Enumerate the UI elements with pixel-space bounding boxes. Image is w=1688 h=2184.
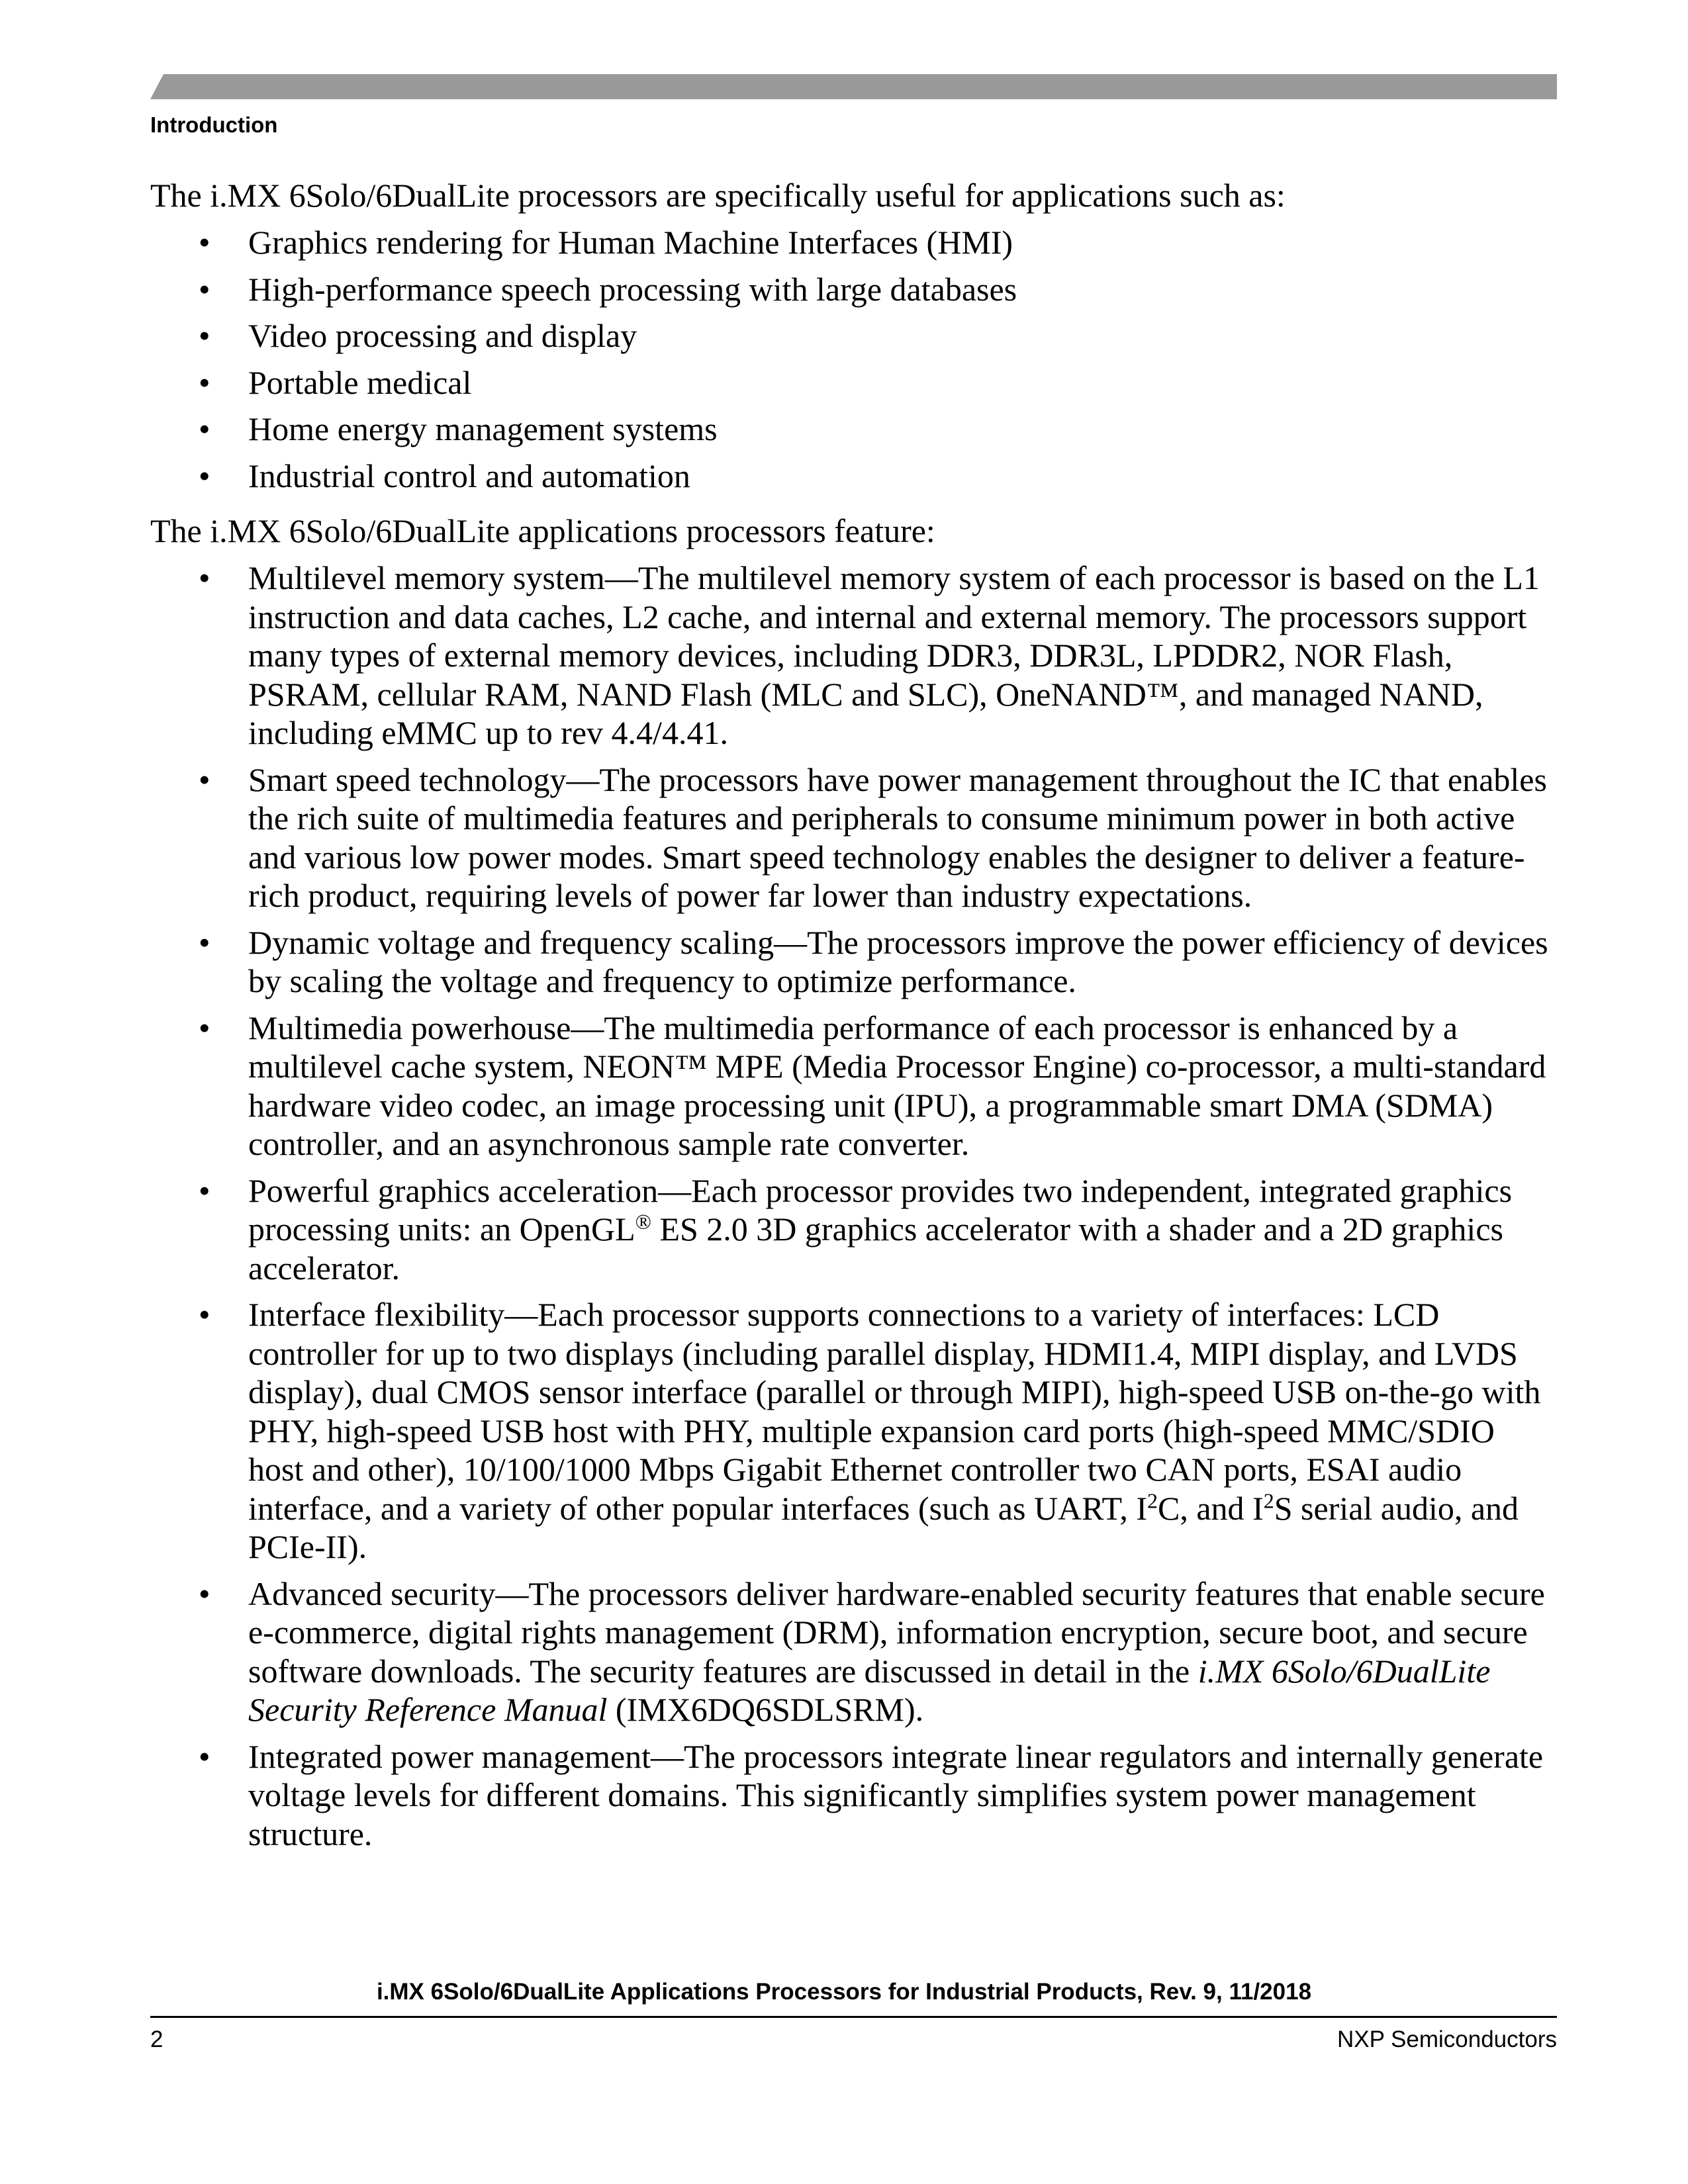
feature-text: Smart speed technology—The processors have power management throughout the IC that enables the rich suite of multimedia features and peripherals to consume minimum power in both active and various low power modes. Smart speed technology enables the designer to deliver a feature-rich product, requiring levels of power far lower than industry expectations. <box>248 760 1547 914</box>
text-run: S serial audio, and PCIe-II). <box>248 1489 1519 1565</box>
list-item <box>150 363 1557 402</box>
feature-text: Dynamic voltage and frequency scaling—The processors improve the power efficiency of devices by scaling the voltage and frequency to optimize performance. <box>248 923 1548 999</box>
bullet-icon: • <box>199 1574 211 1612</box>
footer-company: NXP Semiconductors <box>1336 2026 1557 2052</box>
bullet-icon: • <box>199 317 211 354</box>
bullet-icon: • <box>199 923 211 961</box>
feature-text: Multimedia powerhouse—The multimedia performance of each processor is enhanced by a multilevel cache system, NEON™ MPE (Media Processor Engine) co-processor, a multi-standard hardware video codec, an image processing unit (IPU), a programmable smart DMA (SDMA) controller, and an asynchronous sample rate converter. <box>248 1009 1546 1162</box>
header-bar <box>150 74 1557 99</box>
section-title: Introduction <box>150 113 278 137</box>
list-item <box>150 270 1557 309</box>
bullet-icon: • <box>199 270 211 308</box>
feature-security <box>150 1574 1557 1729</box>
manual-title: i.MX 6Solo/6DualLite Security Reference Manual <box>248 1652 1491 1728</box>
bullet-icon: • <box>199 457 211 494</box>
text-run: Interface flexibility—Each processor supports connections to a variety of interfaces: LCD controller for up to two displays (including parallel display, HDMI1.4, MIPI display, and LVDS display), dual CMOS sensor interface (parallel or through MIPI), high-speed USB on-the-go with PHY, high-speed USB host with PHY, multiple expansion card ports (high-speed MMC/SDIO host and other), 10/100/1000 Mbps Gigabit Ethernet controller two CAN ports, ESAI audio interface, and a variety of other popular interfaces (such as UART, I <box>248 1296 1541 1527</box>
list-item-text: Video processing and display <box>248 317 637 354</box>
feature-text <box>248 1171 1557 1288</box>
feature-dvfs <box>150 923 1557 1001</box>
feature-interface <box>150 1295 1557 1567</box>
list-item <box>150 223 1557 262</box>
footer-document-title: i.MX 6Solo/6DualLite Applications Processors for Industrial Products, Rev. 9, 11/2018 <box>376 1979 1312 2005</box>
feature-smart-speed <box>150 760 1557 915</box>
list-item <box>150 410 1557 449</box>
footer-divider <box>150 2016 1557 2018</box>
text-run: Powerful graphics acceleration—Each processor provides two independent, integrated graphics processing units: an OpenGL <box>248 1171 1513 1248</box>
text-run: Advanced security—The processors deliver hardware-enabled security features that enable secure e-commerce, digital rights management (DRM), information encryption, secure boot, and secure software downloads. The security features are discussed in detail in the <box>248 1574 1545 1690</box>
bullet-icon: • <box>199 363 211 401</box>
feature-text <box>248 1574 1557 1729</box>
feature-memory <box>150 559 1557 752</box>
feature-multimedia <box>150 1009 1557 1163</box>
bullet-icon: • <box>199 1009 211 1046</box>
list-item <box>150 457 1557 496</box>
feature-power <box>150 1737 1557 1854</box>
feature-text <box>248 1295 1557 1567</box>
superscript: 2 <box>1147 1488 1158 1512</box>
body-text <box>150 176 1557 1853</box>
bullet-icon: • <box>199 1737 211 1775</box>
feature-text: Multilevel memory system—The multilevel memory system of each processor is based on the L1 instruction and data caches, L2 cache, and internal and external memory. The processors support many types of external memory devices, including DDR3, DDR3L, LPDDR2, NOR Flash, PSRAM, cellular RAM, NAND Flash (MLC and SLC), OneNAND™, and managed NAND, including eMMC up to rev 4.4/4.41. <box>248 559 1540 751</box>
feature-text: Integrated power management—The processors integrate linear regulators and internally generate voltage levels for different domains. This significantly simplifies system power management structure. <box>248 1737 1544 1852</box>
list-item <box>150 316 1557 355</box>
bullet-icon: • <box>199 1296 211 1333</box>
page-number: 2 <box>150 2026 164 2052</box>
text-run: C, and I <box>1157 1489 1264 1527</box>
list-item-text: Industrial control and automation <box>248 457 690 494</box>
bullet-icon: • <box>199 760 211 798</box>
text-run: ES 2.0 3D graphics accelerator with a shader and a 2D graphics accelerator. <box>248 1210 1503 1287</box>
list-item-text: High-performance speech processing with large databases <box>248 270 1017 308</box>
bullet-icon: • <box>199 224 211 261</box>
list-item-text: Graphics rendering for Human Machine Interfaces (HMI) <box>248 224 1013 261</box>
bullet-icon: • <box>199 1171 211 1209</box>
text-run: (IMX6DQ6SDLSRM). <box>607 1691 924 1728</box>
intro-paragraph-applications: The i.MX 6Solo/6DualLite processors are specifically useful for applications such as: <box>150 177 1286 214</box>
list-item-text: Portable medical <box>248 363 472 401</box>
registered-mark: ® <box>635 1209 651 1234</box>
intro-paragraph-features: The i.MX 6Solo/6DualLite applications processors feature: <box>150 512 935 549</box>
bullet-icon: • <box>199 410 211 447</box>
superscript: 2 <box>1263 1488 1274 1512</box>
feature-graphics <box>150 1171 1557 1288</box>
bullet-icon: • <box>199 559 211 596</box>
list-item-text: Home energy management systems <box>248 410 718 447</box>
